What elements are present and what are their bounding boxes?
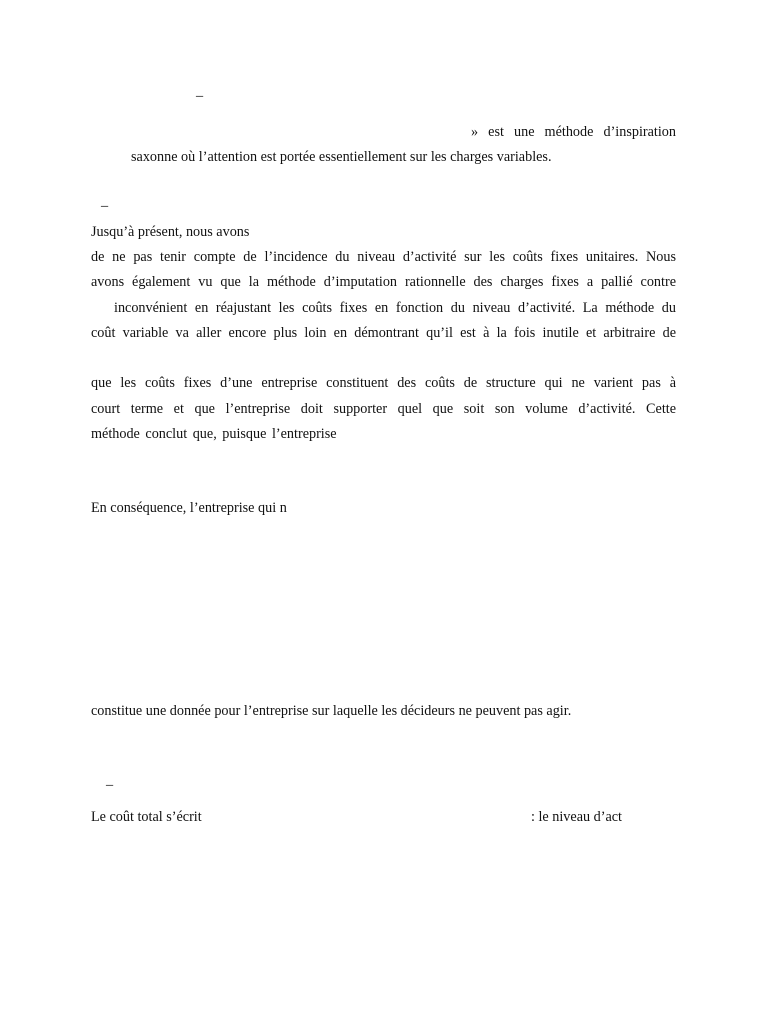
paragraph-2-line-4: inconvénient en réajustant les coûts fixes en fonction du niveau d’activité. La méthode du — [114, 300, 676, 316]
paragraph-2-line-6: que les coûts fixes d’une entreprise constituent des coûts de structure qui ne varient pas à — [91, 375, 676, 391]
paragraph-1-line-2: saxonne où l’attention est portée essentiellement sur les charges variables. — [131, 149, 552, 165]
paragraph-2-line-5: coût variable va aller encore plus loin en démontrant qu’il est à la fois inutile et arbitraire de — [91, 325, 676, 341]
heading-dash-3: – — [106, 777, 114, 793]
formula-line-end: : le niveau d’act — [531, 809, 622, 825]
paragraph-2-line-3: avons également vu que la méthode d’imputation rationnelle des charges fixes a pallié contre — [91, 274, 676, 290]
paragraph-2-line-1: Jusqu’à présent, nous avons — [91, 224, 250, 240]
paragraph-2-line-8: méthode conclut que, puisque l’entreprise — [91, 426, 337, 442]
formula-line-start: Le coût total s’écrit — [91, 809, 202, 825]
paragraph-1-line-1: » est une méthode d’inspiration — [471, 124, 676, 140]
heading-dash-1: – — [196, 88, 204, 104]
paragraph-3-line-1: En conséquence, l’entreprise qui n — [91, 500, 287, 516]
heading-dash-2: – — [101, 198, 109, 214]
paragraph-2-line-7: court terme et que l’entreprise doit supporter quel que soit son volume d’activité. Cette — [91, 401, 676, 417]
paragraph-4-line-1: constitue une donnée pour l’entreprise sur laquelle les décideurs ne peuvent pas agir. — [91, 703, 572, 719]
paragraph-2-line-2: de ne pas tenir compte de l’incidence du niveau d’activité sur les coûts fixes unitaires. Nous — [91, 249, 676, 265]
